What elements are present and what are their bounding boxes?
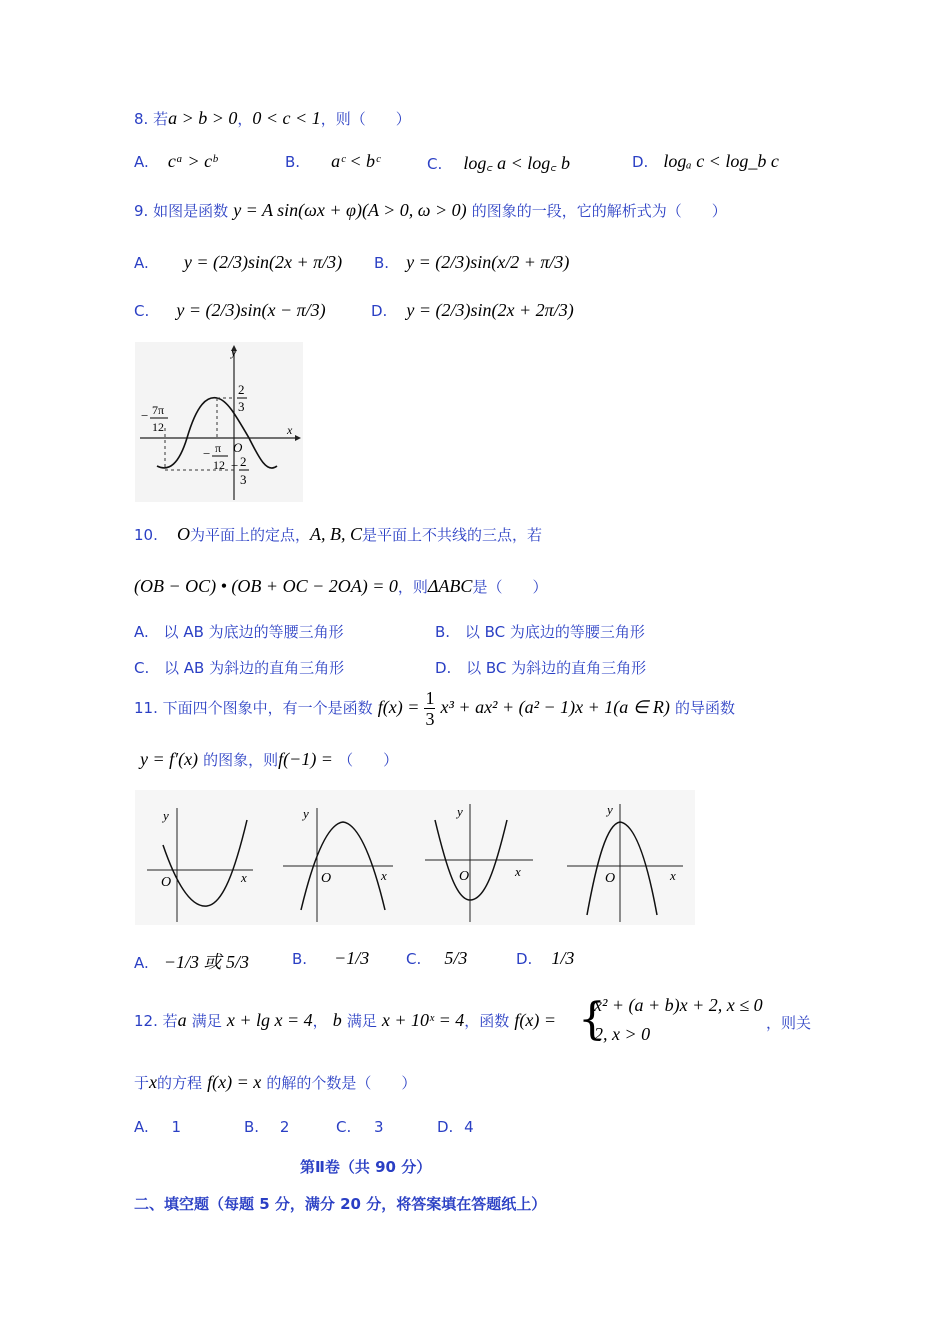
q9-formula: y = A sin(ωx + φ)(A > 0, ω > 0) xyxy=(233,200,467,220)
q9-label-x: x xyxy=(287,423,293,437)
q8-prefix: 8. 若 xyxy=(134,110,169,128)
q11-option-d: D. 1/3 xyxy=(516,948,575,968)
q12-option-b: B. 2 xyxy=(244,1118,290,1136)
q10-stem: 10. O为平面上的定点，A, B, C是平面上不共线的三点，若 xyxy=(134,524,542,544)
svg-text:O: O xyxy=(321,871,332,886)
q10-option-a: A. 以 AB 为底边的等腰三角形 xyxy=(134,623,344,641)
q9-zero-den: 12 xyxy=(213,458,225,472)
q12-option-c: C. 3 xyxy=(336,1118,384,1136)
q9-option-d: D. y = (2/3)sin(2x + 2π/3) xyxy=(371,300,574,320)
svg-text:y: y xyxy=(303,806,309,821)
q9-graph xyxy=(135,342,303,502)
q9-left-sign: − xyxy=(141,408,149,423)
q12-option-a: A. 1 xyxy=(134,1118,182,1136)
svg-text:O: O xyxy=(459,869,470,884)
q12-option-d: D. 4 xyxy=(437,1118,474,1136)
q9-label-y: y xyxy=(231,345,237,359)
q12-case1: x² + (a + b)x + 2, x ≤ 0 xyxy=(594,995,763,1015)
q8-option-c: C. log꜀ a < log꜀ b xyxy=(427,153,570,173)
svg-text:y: y xyxy=(607,802,613,817)
q9-option-b: B. y = (2/3)sin(x/2 + π/3) xyxy=(374,252,570,272)
q9-left-num: 7π xyxy=(152,403,165,417)
q11-option-b: B. −1/3 xyxy=(292,948,370,968)
q12-tail: ，则关 xyxy=(766,1014,812,1032)
q12-case2: 2, x > 0 xyxy=(594,1024,651,1044)
q10-option-b: B. 以 BC 为底边的等腰三角形 xyxy=(435,623,645,641)
svg-text:x: x xyxy=(241,870,247,885)
q9-left-den: 12 xyxy=(152,420,164,434)
q12-stem: 12. 若a 满足 x + lg x = 4， b 满足 x + 10ˣ = 4，函数 f(x) = xyxy=(134,1010,557,1030)
q10-condition: (OB − OC) • (OB + OC − 2OA) = 0，则ΔABC是（ ） xyxy=(134,576,548,596)
q8-sep: ， xyxy=(237,110,253,128)
svg-text:O: O xyxy=(161,875,172,890)
q9-zero-sign: − xyxy=(203,446,211,461)
q8-suffix: ，则（ ） xyxy=(320,110,411,128)
part2-heading: 二、填空题（每题 5 分，满分 20 分，将答案填在答题纸上） xyxy=(134,1195,547,1213)
svg-text:x: x xyxy=(670,868,676,883)
q8-option-a: A. cᵃ > cᵇ xyxy=(134,151,217,171)
svg-text:x: x xyxy=(381,868,387,883)
q11-frac: $\frac{1}{3}$ xyxy=(425,688,435,729)
q9-max-num: 2 xyxy=(238,382,245,397)
q12-line2: 于x的方程 f(x) = x 的解的个数是（ ） xyxy=(134,1072,417,1092)
q9-zero-num: π xyxy=(215,441,222,455)
q8-cond2: 0 < c < 1 xyxy=(252,108,321,128)
svg-text:x: x xyxy=(515,864,521,879)
svg-text:y: y xyxy=(457,804,463,819)
q9-max-den: 3 xyxy=(238,399,245,414)
q8-stem xyxy=(134,108,411,129)
q8-option-b: B. aᶜ < bᶜ xyxy=(285,151,380,171)
q9-min-den: 3 xyxy=(240,472,247,487)
q11-option-a: A. −1/3 或 5/3 xyxy=(134,952,250,972)
q12-brace: { xyxy=(578,994,606,1045)
q9-option-a: A. y = (2/3)sin(2x + π/3) xyxy=(134,252,343,272)
q9-min-num: 2 xyxy=(240,454,247,469)
svg-text:O: O xyxy=(605,871,616,886)
svg-text:y: y xyxy=(163,808,169,823)
q11-stem: 11. 下面四个图象中，有一个是函数 f(x) = $\frac{1}{3}$ x³ + ax² + (a² − 1)x + 1(a ∈ R) 的导函数 xyxy=(134,688,736,729)
q10-option-d: D. 以 BC 为斜边的直角三角形 xyxy=(435,659,647,677)
q10-option-c: C. 以 AB 为斜边的直角三角形 xyxy=(134,659,345,677)
q9-stem: 9. 如图是函数 y = A sin(ωx + φ)(A > 0, ω > 0) 的图象的一段，它的解析式为（ ） xyxy=(134,200,727,220)
q11-line2: y = f′(x) 的图象，则f(−1) = （ ） xyxy=(140,749,399,769)
q11-graphs xyxy=(135,790,695,925)
q9-option-c: C. y = (2/3)sin(x − π/3) xyxy=(134,300,326,320)
q8-cond1: a > b > 0 xyxy=(168,108,238,128)
section-title: 第Ⅱ卷（共 90 分） xyxy=(300,1158,432,1176)
q9-label-origin: O xyxy=(233,440,243,455)
q9-min-sign: − xyxy=(231,458,239,473)
q11-option-c: C. 5/3 xyxy=(406,948,468,968)
q8-option-d: D. logₐ c < log_b c xyxy=(632,151,779,171)
